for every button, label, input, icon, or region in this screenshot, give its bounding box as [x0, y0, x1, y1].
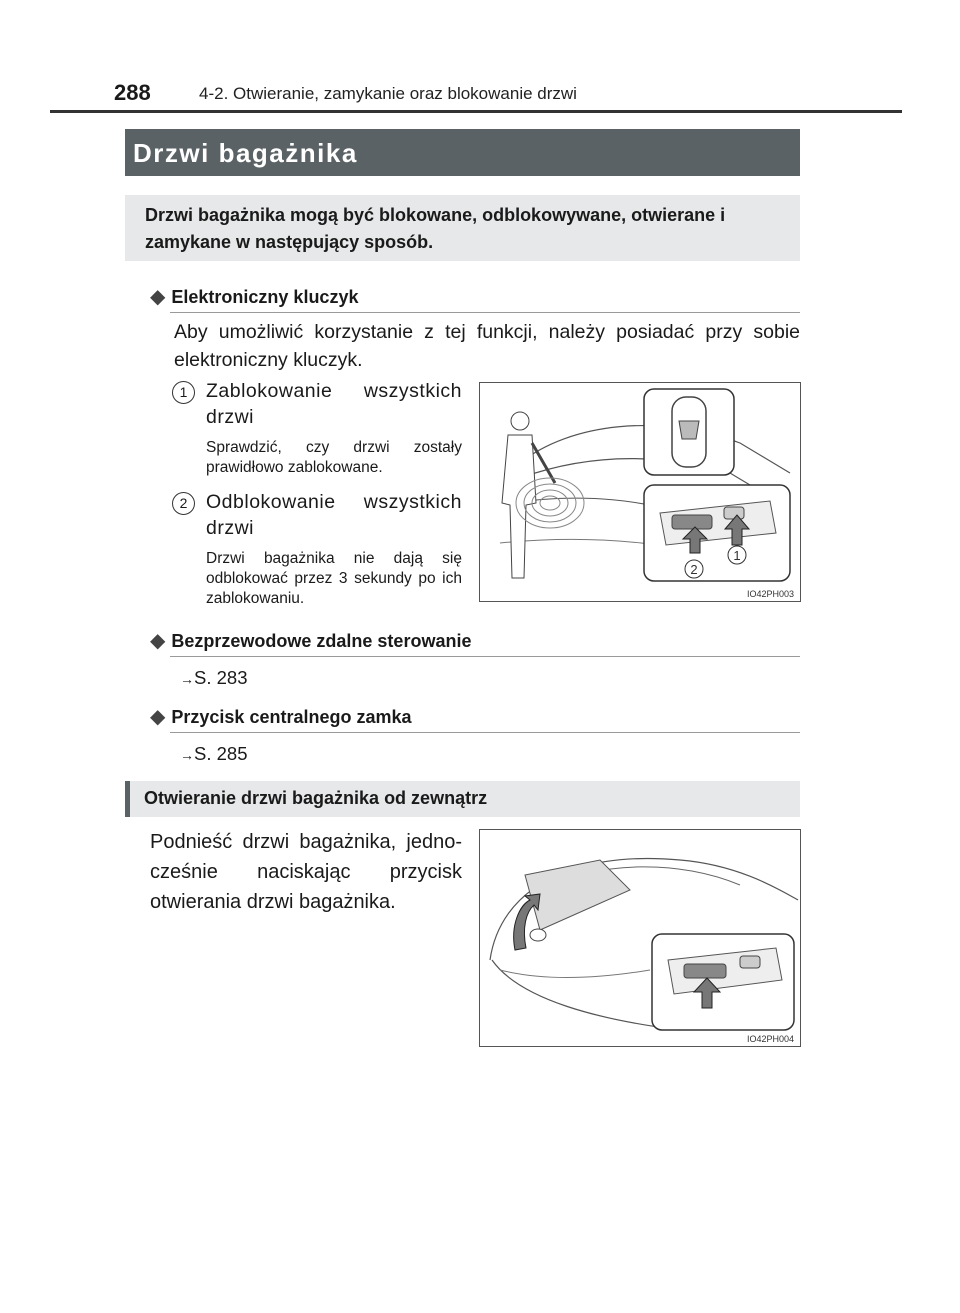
subsection-text: Podnieść drzwi bagażnika, jedno-cześnie naciskając przycisk otwierania drzwi bagażnika. — [150, 831, 462, 913]
figure-illustration — [480, 830, 800, 1046]
page-title: Drzwi bagażnika — [133, 138, 358, 168]
page-number: 288 — [114, 80, 151, 105]
item-title-lock: Zablokowanie wszystkich drzwi — [206, 380, 462, 428]
callout-number-1: 1 — [172, 381, 195, 404]
diamond-icon: ◆ — [150, 630, 166, 652]
section-rule — [170, 656, 800, 657]
header-rule — [50, 110, 902, 113]
callout-number-2: 2 — [172, 492, 195, 515]
section-rule — [170, 312, 800, 313]
page-title-bar — [125, 129, 800, 176]
section-rule — [170, 732, 800, 733]
subsection-heading: Otwieranie drzwi bagażnika od zewnątrz — [144, 788, 488, 808]
figure-callout-1: 1 — [733, 548, 741, 563]
section-heading-electronic-key: ◆ Elektroniczny kluczyk — [150, 286, 359, 308]
figure-label: IO42PH004 — [746, 1034, 794, 1044]
section-text: Aby umożliwić korzystanie z tej funkcji, należy posiadać przy sobie elektroniczny kluczyk. — [174, 321, 800, 371]
figure-trunk-open — [479, 829, 801, 1047]
page-reference[interactable]: →S. 285 — [180, 743, 248, 764]
section-heading-central-lock: ◆ Przycisk centralnego zamka — [150, 706, 412, 728]
section-heading-remote: ◆ Bezprzewodowe zdalne sterowanie — [150, 630, 472, 652]
diamond-icon: ◆ — [150, 706, 166, 728]
item-desc-unlock: Drzwi bagażnika nie dają się odblokować przez 3 sekundy po ich zablokowaniu. — [206, 550, 462, 607]
diamond-icon: ◆ — [150, 286, 166, 308]
intro-box — [125, 195, 800, 261]
figure-illustration — [480, 383, 800, 601]
chapter-title: 4-2. Otwieranie, zamykanie oraz blokowanie drzwi — [199, 84, 577, 103]
figure-electronic-key — [479, 382, 801, 602]
heading-accent — [125, 781, 130, 817]
arrow-icon: → — [180, 671, 194, 687]
subsection-heading-bar — [125, 781, 800, 817]
intro-text: Drzwi bagażnika mogą być blokowane, odblokowywane, otwierane i zamykane w następujący sposób. — [145, 205, 726, 252]
figure-label: IO42PH003 — [746, 589, 794, 599]
item-desc-lock: Sprawdzić, czy drzwi zostały prawidłowo zablokowane. — [206, 439, 462, 476]
item-title-unlock: Odblokowanie wszystkich drzwi — [206, 491, 462, 539]
figure-callout-2: 2 — [690, 562, 698, 577]
arrow-icon: → — [180, 747, 194, 763]
page-reference[interactable]: →S. 283 — [180, 667, 248, 688]
